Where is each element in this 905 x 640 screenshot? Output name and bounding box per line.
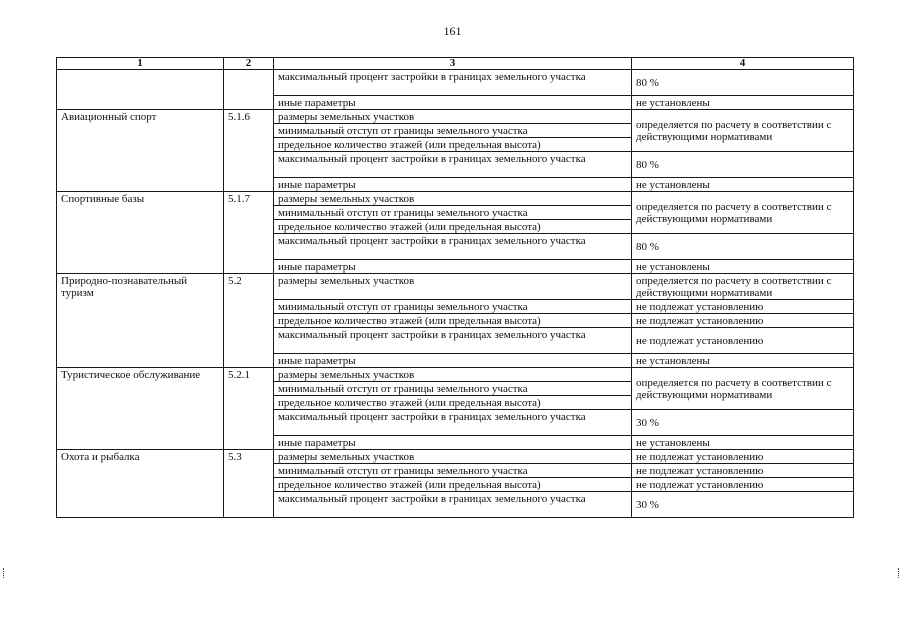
page-number: 161 <box>443 24 462 38</box>
column-header-4: 4 <box>632 58 854 70</box>
code-cell <box>224 70 274 110</box>
parameter-cell: максимальный процент застройки в границах земельного участка <box>274 492 632 518</box>
scan-edge-mark-right <box>898 568 901 578</box>
use-type-cell: Природно-познавательный туризм <box>57 274 224 368</box>
value-cell: определяется по расчету в соответствии с действующими нормативами <box>632 274 854 300</box>
column-header-3: 3 <box>274 58 632 70</box>
scan-edge-mark-left <box>3 568 6 578</box>
parameter-cell: размеры земельных участков <box>274 192 632 206</box>
header-row <box>57 58 854 70</box>
parameter-cell: максимальный процент застройки в границах земельного участка <box>274 234 632 260</box>
code-cell: 5.1.6 <box>224 110 274 192</box>
use-type-cell: Спортивные базы <box>57 192 224 274</box>
value-cell: не установлены <box>632 96 854 110</box>
parameter-cell: предельное количество этажей (или предельная высота) <box>274 220 632 234</box>
parameter-cell: предельное количество этажей (или предельная высота) <box>274 478 632 492</box>
value-cell: не установлены <box>632 436 854 450</box>
value-cell: определяется по расчету в соответствии с действующими нормативами <box>632 110 854 152</box>
value-cell: не подлежат установлению <box>632 328 854 354</box>
code-cell: 5.3 <box>224 450 274 518</box>
parameter-cell: иные параметры <box>274 96 632 110</box>
parameter-cell: предельное количество этажей (или предельная высота) <box>274 396 632 410</box>
parameter-cell: минимальный отступ от границы земельного участка <box>274 124 632 138</box>
value-cell: не подлежат установлению <box>632 300 854 314</box>
parameter-cell: иные параметры <box>274 436 632 450</box>
value-cell: не подлежат установлению <box>632 478 854 492</box>
parameter-cell: размеры земельных участков <box>274 368 632 382</box>
parameter-cell: максимальный процент застройки в границах земельного участка <box>274 328 632 354</box>
code-cell: 5.1.7 <box>224 192 274 274</box>
parameter-cell: размеры земельных участков <box>274 274 632 300</box>
value-cell: не установлены <box>632 260 854 274</box>
parameter-cell: максимальный процент застройки в границах земельного участка <box>274 152 632 178</box>
value-cell: 30 % <box>632 492 854 518</box>
value-cell: определяется по расчету в соответствии с действующими нормативами <box>632 368 854 410</box>
table-row <box>57 368 854 382</box>
parameter-cell: максимальный процент застройки в границах земельного участка <box>274 410 632 436</box>
value-cell: 30 % <box>632 410 854 436</box>
table-row <box>57 274 854 300</box>
value-cell: 80 % <box>632 70 854 96</box>
value-cell: не подлежат установлению <box>632 450 854 464</box>
parameter-cell: размеры земельных участков <box>274 450 632 464</box>
parameter-cell: иные параметры <box>274 178 632 192</box>
code-cell: 5.2 <box>224 274 274 368</box>
value-cell: не установлены <box>632 354 854 368</box>
parameter-cell: максимальный процент застройки в границах земельного участка <box>274 70 632 96</box>
table-row <box>57 192 854 206</box>
parameter-cell: минимальный отступ от границы земельного участка <box>274 382 632 396</box>
parameter-cell: предельное количество этажей (или предельная высота) <box>274 314 632 328</box>
parameters-table <box>56 57 854 518</box>
parameter-cell: минимальный отступ от границы земельного участка <box>274 300 632 314</box>
parameter-cell: предельное количество этажей (или предельная высота) <box>274 138 632 152</box>
value-cell: не установлены <box>632 178 854 192</box>
value-cell: не подлежат установлению <box>632 464 854 478</box>
value-cell: 80 % <box>632 152 854 178</box>
table-row <box>57 110 854 124</box>
parameter-cell: иные параметры <box>274 260 632 274</box>
value-cell: не подлежат установлению <box>632 314 854 328</box>
code-cell: 5.2.1 <box>224 368 274 450</box>
use-type-cell: Туристическое обслуживание <box>57 368 224 450</box>
parameter-cell: размеры земельных участков <box>274 110 632 124</box>
value-cell: 80 % <box>632 234 854 260</box>
table-row <box>57 70 854 96</box>
parameter-cell: минимальный отступ от границы земельного участка <box>274 464 632 478</box>
use-type-cell <box>57 70 224 110</box>
column-header-2: 2 <box>224 58 274 70</box>
parameter-cell: минимальный отступ от границы земельного участка <box>274 206 632 220</box>
value-cell: определяется по расчету в соответствии с действующими нормативами <box>632 192 854 234</box>
parameter-cell: иные параметры <box>274 354 632 368</box>
use-type-cell: Охота и рыбалка <box>57 450 224 518</box>
column-header-1: 1 <box>57 58 224 70</box>
use-type-cell: Авиационный спорт <box>57 110 224 192</box>
table-row <box>57 450 854 464</box>
